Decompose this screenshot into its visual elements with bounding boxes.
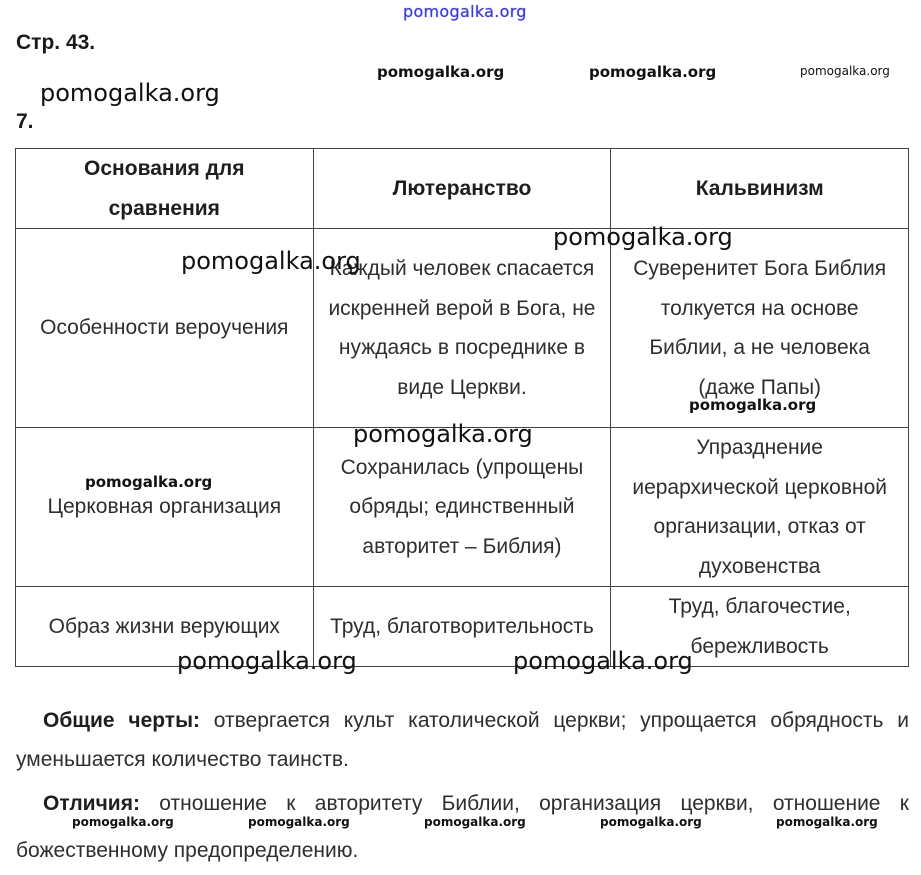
watermark: pomogalka.org — [800, 64, 890, 78]
watermark: pomogalka.org — [776, 815, 878, 829]
watermark: pomogalka.org — [40, 79, 220, 107]
row-calvinism: Труд, благочестие, бережливость — [611, 587, 909, 667]
row-calvinism: Суверенитет Бога Библия толкуется на основе Библии, а не человека (даже Папы) — [611, 229, 909, 428]
row-basis: Особенности вероучения — [16, 229, 314, 428]
column-header-calvinism: Кальвинизм — [611, 149, 909, 229]
row-lutheranism: Сохранилась (упрощены обряды; единственный авторитет – Библия) — [313, 428, 611, 587]
watermark: pomogalka.org — [689, 396, 817, 414]
row-lutheranism: Труд, благотворительность — [313, 587, 611, 667]
row-basis: Образ жизни верующих — [16, 587, 314, 667]
watermark: pomogalka.org — [600, 815, 702, 829]
table-row — [16, 587, 909, 667]
watermark: pomogalka.org — [177, 647, 357, 675]
watermark: pomogalka.org — [181, 247, 361, 275]
row-calvinism: Упразднение иерархической церковной организации, отказ от духовенства — [611, 428, 909, 587]
row-lutheranism: Каждый человек спасается искренней верой в Бога, не нуждаясь в посреднике в виде Церкви. — [313, 229, 611, 428]
row-basis: Церковная организация — [16, 428, 314, 587]
watermark: pomogalka.org — [248, 815, 350, 829]
page-number-label: Стр. 43. — [16, 31, 96, 54]
watermark: pomogalka.org — [553, 223, 733, 251]
watermark: pomogalka.org — [513, 647, 693, 675]
watermark: pomogalka.org — [85, 473, 213, 491]
watermark: pomogalka.org — [589, 63, 717, 81]
common-features-label: Общие черты: — [43, 709, 201, 732]
differences-label: Отличия: — [43, 792, 140, 815]
differences-text: отношение к авторитету Библии, организация церкви, отношение к божественному предопределению. — [16, 792, 909, 862]
watermark-top: pomogalka.org — [403, 2, 527, 21]
column-header-lutheranism: Лютеранство — [313, 149, 611, 229]
common-features-text: отвергается культ католической церкви; упрощается обрядность и уменьшается количество таинств. — [16, 709, 909, 771]
watermark: pomogalka.org — [424, 815, 526, 829]
watermark: pomogalka.org — [353, 420, 533, 448]
watermark: pomogalka.org — [72, 815, 174, 829]
column-header-basis: Основания для сравнения — [16, 149, 314, 229]
common-features-paragraph — [16, 701, 909, 779]
task-number: 7. — [16, 110, 34, 133]
table-row — [16, 428, 909, 587]
watermark: pomogalka.org — [377, 63, 505, 81]
table-header-row — [16, 149, 909, 229]
